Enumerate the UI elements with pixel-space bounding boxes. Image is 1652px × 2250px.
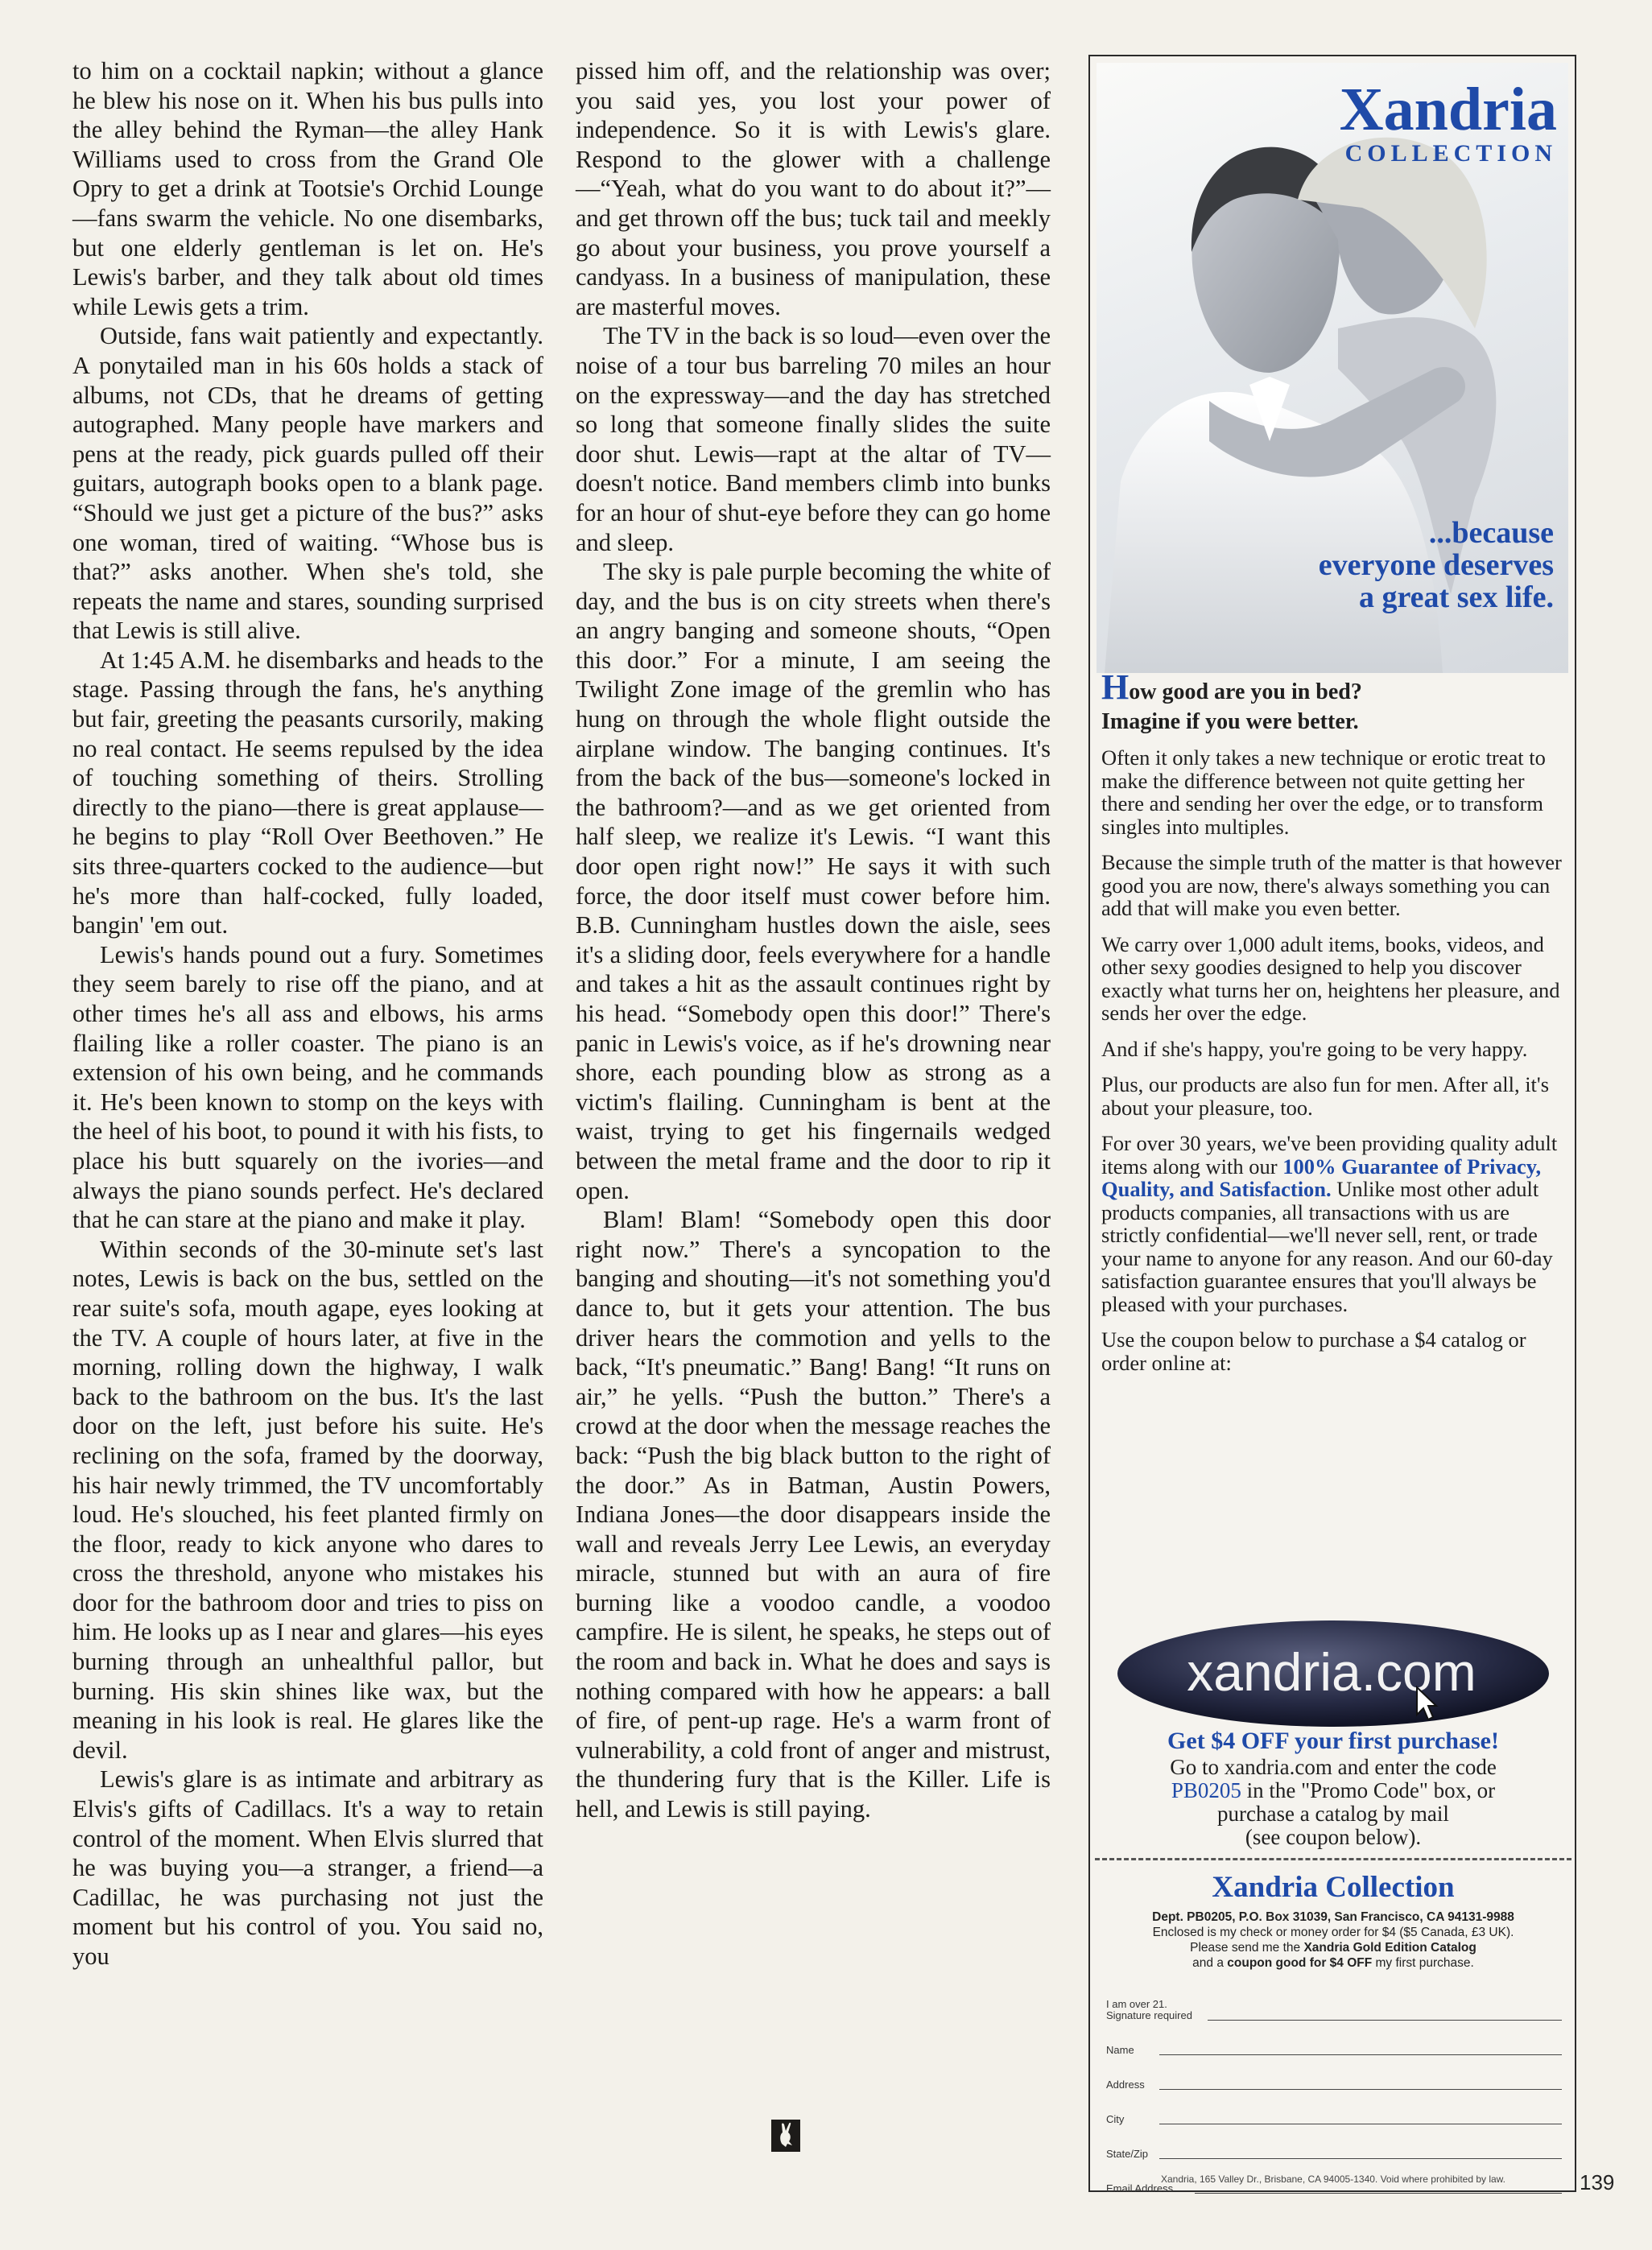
couple-photo: [1097, 63, 1568, 673]
name-field[interactable]: [1106, 2024, 1562, 2058]
paragraph: to him on a cocktail napkin; without a glance he blew his nose on it. When his bus pulls into the alley behind the Ryman—the alley Hank Williams used to cross from the Grand Ole Opry to get a drink at Tootsie's Orchid Lounge—fans swarm the vehicle. No one disembarks, but one elderly gentleman is let on. He's Lewis's barber, and they talk about old times while Lewis gets a trim.: [72, 57, 543, 320]
tagline-line: a great sex life.: [1359, 580, 1554, 614]
coupon-form: [1106, 1989, 1562, 2197]
ad-paragraph: Plus, our products are also fun for men. After all, it's about your pleasure, too.: [1101, 1072, 1550, 1120]
website-text: xandria.com: [1187, 1642, 1476, 1702]
paragraph: Within seconds of the 30-minute set's last notes, Lewis is back on the bus, settled on the rear suite's sofa, mouth agape, eyes looking at the TV. A couple of hours later, at five in the morning, rolling down the highway, I walk back to the bathroom on the bus. It's the last door on the left, just before his suite. He's reclining on the sofa, framed by the doorway, his hair newly trimmed, the TV uncomfortably loud. He's slouched, his feet planted firmly on the floor, ready to kick anyone who dares to cross the threshold, anyone who mistakes his door for the bathroom door and tries to piss on him. He looks up as I near and glares—his eyes burning through an unhealthful pallor, but burning. His skin shines like wax, but the meaning in his look is real. He glares like the devil.: [72, 1235, 543, 1764]
coupon-text: my first purchase.: [1372, 1956, 1474, 1970]
offer-line: (see coupon below).: [1245, 1825, 1422, 1849]
paragraph: The TV in the back is so loud—even over the noise of a tour bus barreling 70 miles an hour on the expressway—and the day has stretched so long that someone finally slides the suite door shut. Lewis—rapt at the altar of TV—doesn't notice. Band members climb into bunks for an hour of shut-eye before they can go home and sleep.: [576, 322, 1051, 556]
address-field[interactable]: [1106, 2058, 1562, 2093]
coupon-footer: Xandria, 165 Valley Dr., Brisbane, CA 94005-1340. Void where prohibited by law.: [1160, 2174, 1506, 2185]
website-oval-button[interactable]: [1113, 1616, 1554, 1731]
signature-field[interactable]: [1106, 1989, 1562, 2024]
coupon-send-line: [1095, 1940, 1571, 1955]
coupon-enclosed: Enclosed is my check or money order for $4 ($5 Canada, £3 UK).: [1152, 1926, 1514, 1939]
coupon-title: Xandria Collection: [1212, 1871, 1455, 1904]
coupon-offer-line: [1095, 1955, 1571, 1971]
offer-line: purchase a catalog by mail: [1217, 1802, 1449, 1826]
guarantee-text: For over 30 years, we've been providing quality adult items along with our: [1101, 1131, 1558, 1179]
guarantee-text: Unlike most other adult products companies, all transactions with us are strictly confidential—we'll never sell, rent, or trade your name to anyone for any reason. And our 60-day satisfaction guarantee ensures that you'll always be pleased with your purchases.: [1101, 1177, 1553, 1316]
signature-label: [1106, 1999, 1192, 2021]
xandria-advertisement: [1088, 55, 1576, 2192]
name-label: Name: [1106, 2044, 1134, 2056]
city-field[interactable]: [1106, 2093, 1562, 2128]
paragraph: Lewis's glare is as intimate and arbitrary as Elvis's gifts of Cadillacs. It's a way to retain control of the moment. When Elvis slurred that he was buying you—a stranger, a friend—a Cadillac, he was purchasing not just the moment but his control of you. You said no, you: [72, 1765, 543, 1970]
state-zip-label: State/Zip: [1106, 2148, 1149, 2160]
coupon-text-bold: Xandria Gold Edition Catalog: [1303, 1941, 1476, 1955]
xandria-logo-sub: COLLECTION: [1344, 140, 1557, 167]
offer-block: [1101, 1729, 1565, 1849]
ad-paragraph: We carry over 1,000 adult items, books, videos, and other sexy goodies designed to help you discover exactly what turns her on, heightens her pleasure, and sends her over the edge.: [1101, 931, 1560, 1025]
offer-line: Go to xandria.com and enter the code: [1170, 1755, 1497, 1779]
ad-paragraph: Often it only takes a new technique or erotic treat to make the difference between not quite getting her there and sending her over the edge, or to transform singles into multiples.: [1101, 745, 1546, 839]
ad-headline: [1101, 667, 1565, 707]
offer-line: [1101, 1779, 1565, 1802]
paragraph: Lewis's hands pound out a fury. Sometimes they seem barely to rise off the piano, and at other times he's all ass and elbows, his arms flailing like a roller coaster. The piano is an extension of his own being, and he commands it. He's been known to stomp on the keys with the heel of his boot, to pound it with his fists, to place his butt squarely on the ivories—and always the piano sounds perfect. He's declared that he can stare at the piano and make it play.: [72, 940, 543, 1234]
tagline-line: everyone deserves: [1318, 548, 1554, 582]
article-column-1: [72, 56, 543, 1971]
paragraph: At 1:45 A.M. he disembarks and heads to the stage. Passing through the fans, he's anything but fair, greeting the peasants cursorily, making no real contact. He seems repulsed by the idea of touching something of theirs. Strolling directly to the piano—there is great applause—he begins to play “Roll Over Beethoven.” He sits three-quarters cocked to the audience—but he's more than half-cocked, fully loaded, bangin' 'em out.: [72, 646, 543, 939]
paragraph: The sky is pale purple becoming the white of day, and the bus is on city streets when there's an angry banging and someone shouts, “Open this door.” For a minute, I am seeing the Twilight Zone image of the gremlin who has hung on through the whole flight outside the airplane window. The banging continues. It's from the back of the bus—someone's locked in the bathroom?—and as we get oriented from half sleep, we realize it's Lewis. “I want this door open right now!” He says it with such force, the door itself must cower before him. B.B. Cunningham hustles down the aisle, sees it's a sliding door, feels everywhere for a handle and takes a hit as the assault continues right by his head. “Somebody open this door!” There's panic in Lewis's voice, as if he's drowning near shore, each pounding blow as strong as a victim's flailing. Cunningham is bent at the waist, trying to get his fingernails wedged between the metal frame and the door to rip it open.: [576, 558, 1051, 1204]
coupon-text-bold: coupon good for $4 OFF: [1227, 1956, 1373, 1970]
headline-drop-cap: H: [1101, 667, 1130, 707]
address-line[interactable]: [1159, 2089, 1562, 2090]
paragraph: Outside, fans wait patiently and expectantly. A ponytailed man in his 60s holds a stack of albums, not CDs, that he dreams of getting autographed. Many people have markers and pens at the ready, pick guards pulled off their guitars, autograph books open to a blank page. “Should we just get a picture of the bus?” asks one woman, tired of waiting. “Whose bus is that?” asks another. When she's told, she repeats the name and stares, sounding surprised that Lewis is still alive.: [72, 322, 543, 645]
city-label: City: [1106, 2113, 1125, 2125]
mail-coupon: [1095, 1858, 1571, 2194]
headline-text: ow good are you in bed?: [1129, 679, 1362, 704]
coupon-intro: Use the coupon below to purchase a $4 catalog or order online at:: [1101, 1327, 1526, 1375]
ad-paragraph: And if she's happy, you're going to be very happy.: [1101, 1036, 1528, 1061]
ad-body: [1101, 667, 1565, 1387]
ad-subhead: Imagine if you were better.: [1101, 708, 1359, 734]
coupon-text: and a: [1192, 1956, 1228, 1970]
bunny-logo-icon: [771, 2120, 800, 2152]
ad-tagline: [1319, 517, 1554, 613]
promo-code: PB0205: [1171, 1778, 1241, 1802]
guarantee-highlight: 100% Guarantee of Privacy, Quality, and Satisfaction.: [1101, 1154, 1542, 1201]
name-line[interactable]: [1159, 2054, 1562, 2055]
page-number: 139: [1580, 2170, 1615, 2194]
address-label: Address: [1106, 2079, 1145, 2091]
guarantee-paragraph: [1101, 1132, 1565, 1315]
signature-required-label: Signature required: [1106, 2009, 1192, 2021]
article-column-2: [576, 56, 1051, 1824]
state-zip-field[interactable]: [1106, 2128, 1562, 2162]
email-label: Email Address: [1106, 2182, 1174, 2194]
xandria-logo: Xandria: [1339, 76, 1557, 143]
age-label: I am over 21.: [1106, 1998, 1167, 2010]
offer-line-text: in the "Promo Code" box, or: [1246, 1778, 1496, 1802]
paragraph: Blam! Blam! “Somebody open this door right now.” There's a syncopation to the banging and shouting—it's not something you'd dance to, but it gets your attention. The bus driver hears the commotion and yells to the back, “It's pneumatic.” Bang! Bang! “It runs on air,” he yells. “Push the button.” There's a crowd at the door when the message reaches the back: “Push the big black button to the right of the door.” As in Batman, Austin Powers, Indiana Jones—the door disappears inside the wall and reveals Jerry Lee Lewis, an everyday miracle, stunned but with an aura of fire burning like a voodoo candle, a voodoo campfire. He is silent, he speaks, he steps out of the room and back in. What he does and says is nothing compared with how he appears: a ball of fire, of pent-up rage. He's a warm front of vulnerability, a cold front of anger and mistrust, the thundering fury that is the Killer. Life is hell, and Lewis is still paying.: [576, 1206, 1051, 1823]
offer-headline: Get $4 OFF your first purchase!: [1167, 1728, 1499, 1754]
ad-paragraph: Because the simple truth of the matter is that however good you are now, there's always something you can add that will make you even better.: [1101, 850, 1562, 920]
coupon-details: [1095, 1909, 1571, 1971]
tagline-line: ...because: [1428, 516, 1554, 550]
paragraph: pissed him off, and the relationship was over; you said yes, you lost your power of independence. So it is with Lewis's glare. Respond to the glower with a challenge—“Yeah, what do you want to do about it?”—and get thrown off the bus; tuck tail and meekly go about your business, you prove yourself a candyass. In a business of manipulation, these are masterful moves.: [576, 57, 1051, 320]
email-line[interactable]: [1195, 2193, 1562, 2194]
coupon-text: Please send me the: [1190, 1941, 1304, 1955]
coupon-address: Dept. PB0205, P.O. Box 31039, San Francisco, CA 94131-9988: [1152, 1910, 1514, 1924]
state-zip-line[interactable]: [1159, 2158, 1562, 2159]
signature-line[interactable]: [1208, 2020, 1562, 2021]
